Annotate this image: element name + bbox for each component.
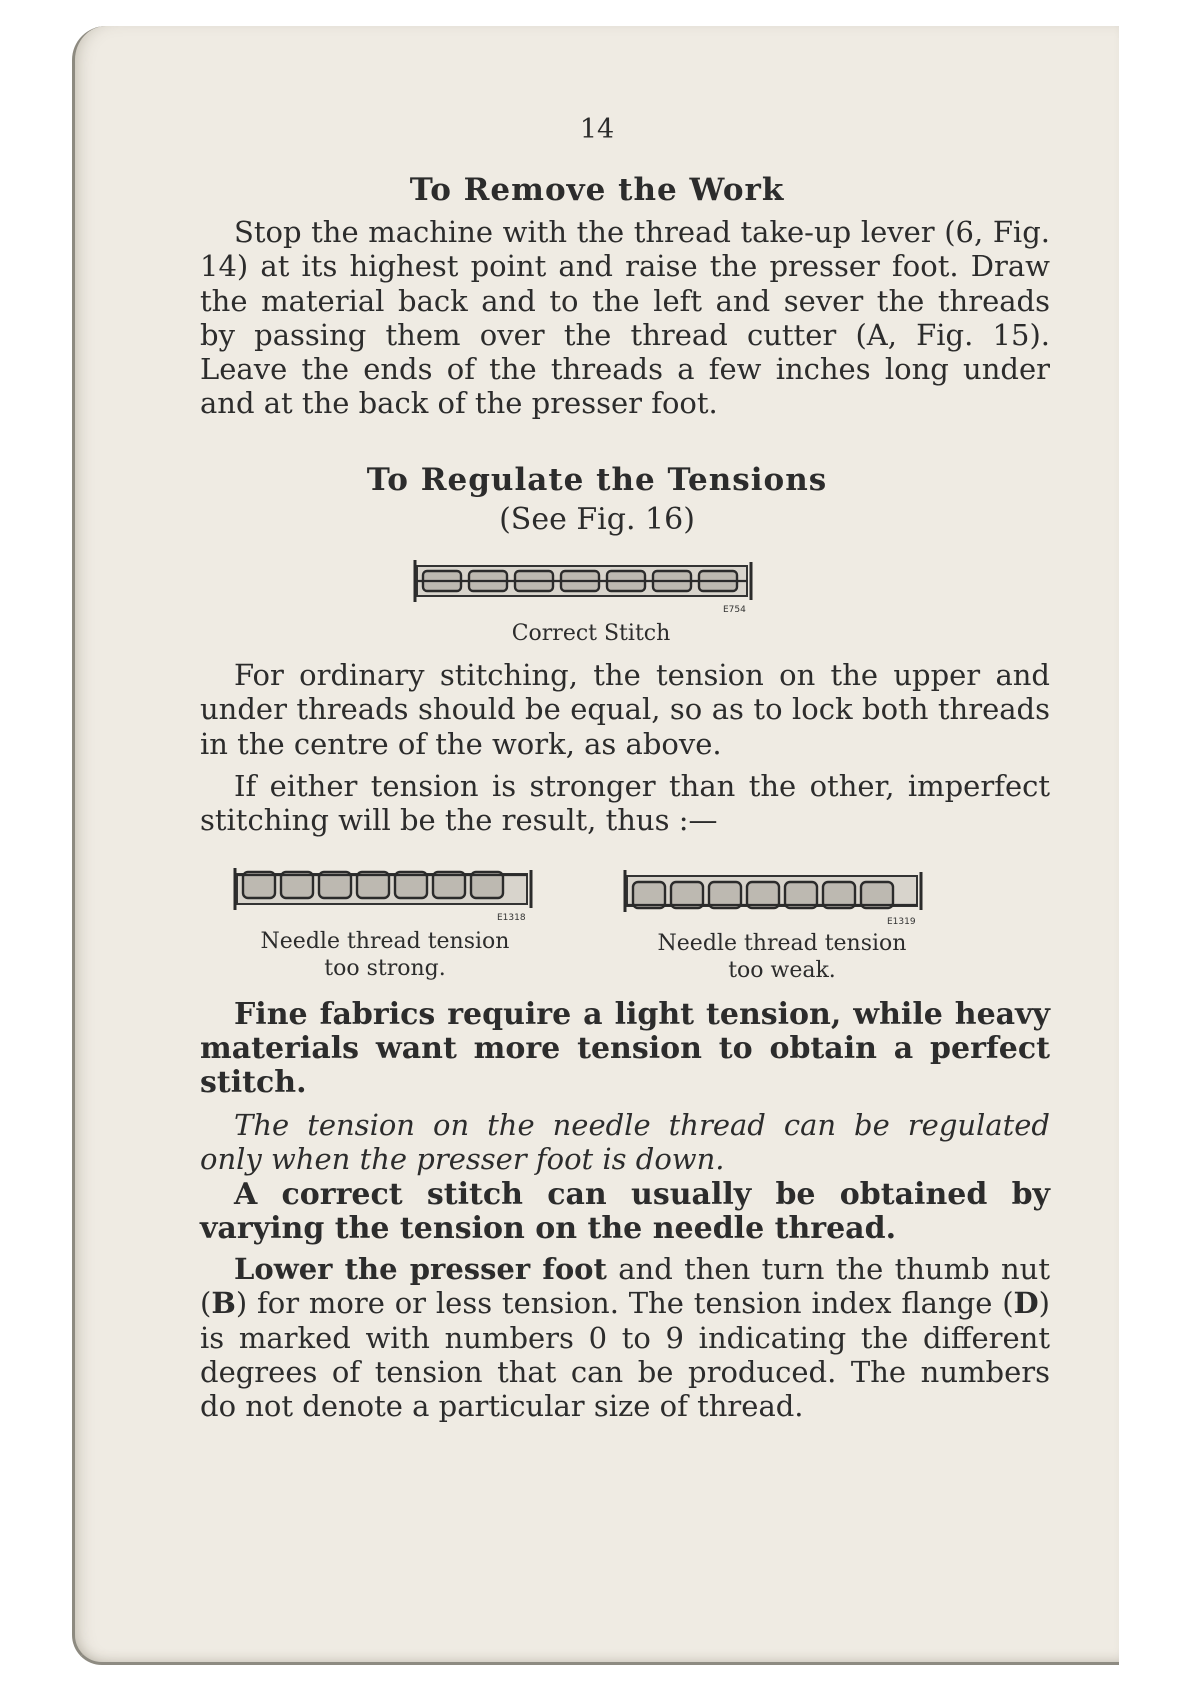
paragraph-either-tension: If either tension is stronger than the other, imperfect stitching will be the result, thus :—	[200, 769, 1050, 838]
caption-too-strong-line1: Needle thread tension	[260, 929, 510, 954]
caption-too-weak-line2: too weak.	[728, 958, 836, 983]
lower-text-a: and then turn the thumb nut (	[200, 1252, 1050, 1321]
heading-remove-work: To Remove the Work	[409, 172, 785, 208]
lower-text-c: ) is marked with numbers 0 to 9 indicating the different degrees of tension that can be produced. The numbers do not denote a particular size of thread.	[200, 1286, 1050, 1424]
caption-correct-stitch: Correct Stitch	[511, 621, 671, 646]
stitch-too-weak-figure	[621, 864, 931, 928]
paragraph-italic-note: The tension on the needle thread can be regulated only when the presser foot is down.	[200, 1108, 1050, 1177]
page-number: 14	[579, 114, 615, 145]
see-fig-16: (See Fig. 16)	[499, 502, 695, 537]
paragraph-remove-work: Stop the machine with the thread take-up lever (6, Fig. 14) at its highest point and raise the presser foot. Draw the material back and to the left and sever the threads by passing them over the thread cutter (A, Fig. 15). Leave the ends of the threads a few inches long under and at the back of the presser foot.	[200, 215, 1050, 421]
paragraph-ordinary-stitching: For ordinary stitching, the tension on the upper and under threads should be equal, so as to lock both threads in the centre of the work, as above.	[200, 658, 1050, 761]
correct-stitch-code: E754	[723, 605, 746, 615]
caption-too-strong	[225, 928, 545, 982]
paragraph-fine-fabrics: Fine fabrics require a light tension, while heavy materials want more tension to obtain a perfect stitch.	[200, 997, 1050, 1100]
caption-too-weak-line1: Needle thread tension	[657, 931, 907, 956]
correct-stitch-figure	[411, 554, 771, 616]
paragraph-lower-presser-foot	[200, 1252, 1050, 1423]
lower-presser-foot-bold: Lower the presser foot	[234, 1252, 607, 1286]
caption-too-strong-line2: too strong.	[324, 956, 446, 981]
letter-d: D	[1013, 1286, 1039, 1321]
strong-stitch-code: E1318	[497, 913, 526, 923]
paragraph-correct-stitch: A correct stitch can usually be obtained by varying the tension on the needle thread.	[200, 1177, 1050, 1246]
caption-too-weak	[627, 930, 937, 984]
weak-stitch-code: E1319	[887, 917, 916, 927]
page-scan	[72, 26, 1119, 1665]
heading-regulate-tensions: To Regulate the Tensions	[366, 462, 828, 498]
lower-text-b: ) for more or less tension. The tension index flange (	[235, 1286, 1014, 1321]
stitch-too-strong-figure	[231, 862, 541, 926]
letter-b: B	[211, 1286, 236, 1321]
